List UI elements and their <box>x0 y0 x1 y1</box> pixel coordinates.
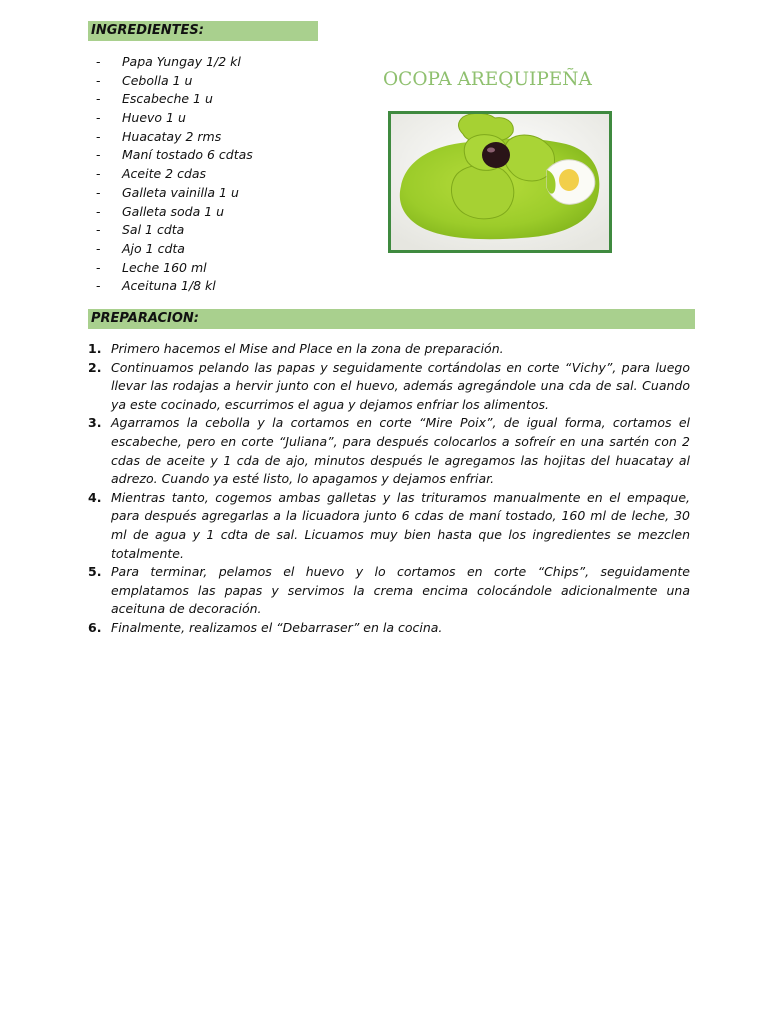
step-text: Para terminar, pelamos el huevo y lo cortamos en corte “Chips”, seguidamente emplatamos las papas y servimos la crema encima colocándole adicionalmente una aceituna de decoración. <box>111 564 690 617</box>
preparation-header: PREPARACION: <box>88 309 695 329</box>
list-dash: - <box>96 278 101 294</box>
step-number: 2. <box>88 359 102 375</box>
list-dash: - <box>96 91 101 107</box>
olive <box>482 142 510 168</box>
list-item <box>96 240 253 259</box>
ingredient-text: Escabeche 1 u <box>122 91 213 107</box>
list-item <box>96 221 253 240</box>
ingredient-text: Ajo 1 cdta <box>122 240 185 256</box>
list-dash: - <box>96 72 101 88</box>
list-item <box>96 90 253 109</box>
step-text: Finalmente, realizamos el “Debarraser” en la cocina. <box>111 619 443 635</box>
step-text: Primero hacemos el Mise and Place en la zona de preparación. <box>111 341 504 356</box>
list-dash: - <box>96 54 101 69</box>
step-item <box>88 414 690 488</box>
step-number: 5. <box>88 564 102 580</box>
step-item <box>88 359 690 415</box>
step-number: 4. <box>88 489 102 505</box>
list-item <box>96 146 253 165</box>
step-item <box>88 340 690 359</box>
list-dash: - <box>96 184 101 200</box>
dish-illustration <box>391 114 609 250</box>
ingredients-list <box>96 53 253 296</box>
list-item <box>96 128 253 147</box>
list-dash: - <box>96 203 101 219</box>
ingredient-text: Galleta vainilla 1 u <box>122 184 239 200</box>
list-dash: - <box>96 240 101 256</box>
step-text: Agarramos la cebolla y la cortamos en corte “Mire Poix”, de igual forma, cortamos el escabeche, pero en corte “Juliana”, para después colocarlos a sofreír en una sartén con 2 cdas de aceite y 1 cda de ajo, minutos después le agregamos las hojitas del huacatay al adrezo. Cuando ya esté listo, lo apagamos y dejamos enfriar. <box>111 415 690 487</box>
list-item <box>96 259 253 278</box>
ingredient-text: Papa Yungay 1/2 kl <box>122 54 241 69</box>
list-dash: - <box>96 128 101 144</box>
ingredient-text: Aceituna 1/8 kl <box>122 278 216 294</box>
list-dash: - <box>96 110 101 126</box>
preparation-steps <box>88 340 690 638</box>
olive-highlight <box>487 148 495 153</box>
ingredient-text: Leche 160 ml <box>122 259 207 275</box>
step-text: Continuamos pelando las papas y seguidamente cortándolas en corte “Vichy”, para luego llevar las rodajas a hervir junto con el huevo, además agregándole una cda de sal. Cuando ya este cocinado, escurrimos el agua y dejamos enfriar los alimentos. <box>111 359 690 412</box>
step-number: 6. <box>88 619 102 635</box>
list-item <box>96 277 253 296</box>
step-item <box>88 563 690 619</box>
list-item <box>96 109 253 128</box>
recipe-title: OCOPA AREQUIPEÑA <box>383 69 592 90</box>
ingredient-text: Aceite 2 cdas <box>122 166 207 182</box>
ingredient-text: Huevo 1 u <box>122 110 186 126</box>
ingredient-text: Cebolla 1 u <box>122 72 193 88</box>
list-dash: - <box>96 166 101 182</box>
ingredient-text: Sal 1 cdta <box>122 222 185 238</box>
step-text: Mientras tanto, cogemos ambas galletas y las trituramos manualmente en el empaque, para después agregarlas a la licuadora junto 6 cdas de maní tostado, 160 ml de leche, 30 ml de agua y 1 cdta de sal. Licuamos muy bien hasta que los ingredientes se mezclen totalmente. <box>111 489 690 561</box>
step-item <box>88 489 690 563</box>
ingredients-header: INGREDIENTES: <box>88 21 318 41</box>
ingredient-text: Galleta soda 1 u <box>122 203 225 219</box>
list-item <box>96 184 253 203</box>
list-dash: - <box>96 259 101 275</box>
ingredient-text: Maní tostado 6 cdtas <box>122 147 253 163</box>
step-item <box>88 619 690 638</box>
ingredient-text: Huacatay 2 rms <box>122 128 222 144</box>
dish-photo <box>388 111 612 253</box>
list-item <box>96 203 253 222</box>
list-dash: - <box>96 147 101 163</box>
step-number: 1. <box>88 341 102 356</box>
list-item <box>96 72 253 91</box>
egg-slice <box>547 160 595 204</box>
list-dash: - <box>96 222 101 238</box>
list-item <box>96 165 253 184</box>
step-number: 3. <box>88 415 102 431</box>
list-item <box>96 53 253 72</box>
